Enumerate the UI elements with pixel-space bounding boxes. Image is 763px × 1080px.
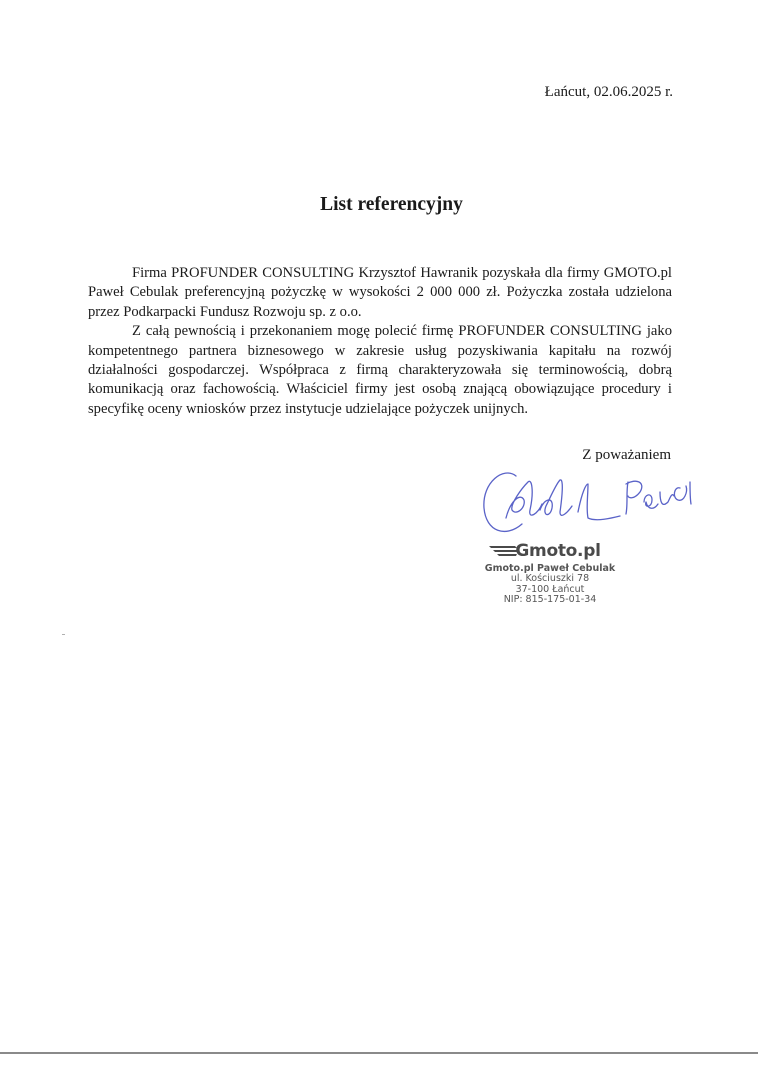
letter-title: List referencyjny xyxy=(320,194,463,215)
stamp-city: 37-100 Łańcut xyxy=(515,583,585,595)
company-stamp xyxy=(470,540,630,606)
place-date: Łańcut, 02.06.2025 r. xyxy=(544,84,673,100)
handwritten-signature xyxy=(476,462,706,542)
letter-body xyxy=(88,264,672,419)
scan-bottom-edge xyxy=(0,1052,758,1054)
paragraph-1: Firma PROFUNDER CONSULTING Krzysztof Hawranik pozyskała dla firmy GMOTO.pl Paweł Cebulak preferencyjną pożyczkę w wysokości 2 000 000 zł. Pożyczka została udzielona przez Podkarpacki Fundusz Rozwoju sp. z o.o. xyxy=(88,265,672,320)
stamp-nip: NIP: 815-175-01-34 xyxy=(503,594,597,605)
stamp-street: ul. Kościuszki 78 xyxy=(510,573,590,584)
paragraph-2: Z całą pewnością i przekonaniem mogę polecić firmę PROFUNDER CONSULTING jako kompetentnego partnera biznesowego w zakresie usług pozyskiwania kapitału na rozwój działalności gospodarczej. Współpraca z firmą charakteryzowała się terminowością, dobrą komunikacją oraz fachowością. Właściciel firmy jest osobą znającą obowiązujące procedury i specyfikę oceny wniosków przez instytucje udzielające pożyczek unijnych. xyxy=(88,323,672,417)
stamp-brand: Gmoto.pl xyxy=(515,541,601,561)
gmoto-logo xyxy=(460,540,630,562)
closing-salutation: Z poważaniem xyxy=(582,447,671,463)
scan-mark xyxy=(62,634,65,635)
stamp-company-name: Gmoto.pl Paweł Cebulak xyxy=(484,563,616,574)
